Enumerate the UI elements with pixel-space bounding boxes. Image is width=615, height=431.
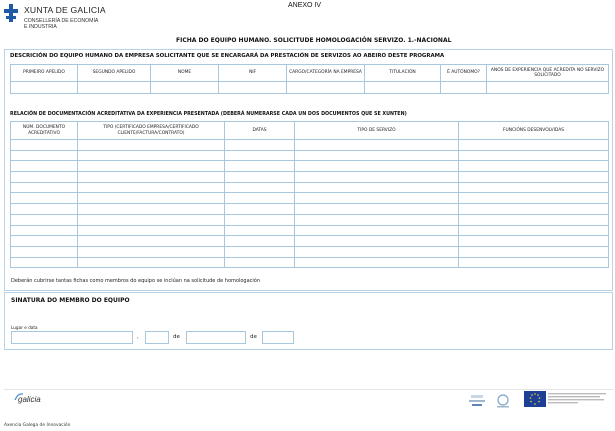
docs-entry-cell[interactable] — [78, 182, 225, 193]
team-entry-row[interactable] — [11, 82, 609, 94]
org-name: XUNTA DE GALICIA — [24, 5, 106, 15]
docs-entry-cell[interactable] — [78, 236, 225, 247]
docs-entry-cell[interactable] — [225, 236, 295, 247]
docs-entry-row[interactable] — [11, 236, 609, 247]
docs-entry-cell[interactable] — [295, 161, 459, 172]
cell-position[interactable] — [287, 82, 365, 94]
docs-header-row — [11, 122, 609, 140]
col-years-experience: ANOS DE EXPERIENCIA QUE ACREDITA NO SERVIZO SOLICITADO — [487, 65, 609, 82]
docs-entry-cell[interactable] — [295, 204, 459, 215]
docs-entry-cell[interactable] — [459, 246, 609, 257]
cell-first-surname[interactable] — [11, 82, 78, 94]
docs-entry-cell[interactable] — [11, 172, 78, 183]
docs-entry-cell[interactable] — [11, 140, 78, 151]
col-degree: TITULACIÓN — [365, 65, 441, 82]
annex-label: ANEXO IV — [288, 2, 322, 9]
docs-entry-cell[interactable] — [11, 225, 78, 236]
docs-entry-row[interactable] — [11, 172, 609, 183]
de-separator-1: de — [173, 334, 180, 340]
docs-entry-cell[interactable] — [78, 150, 225, 161]
cell-years-experience[interactable] — [487, 82, 609, 94]
team-header-row — [11, 65, 609, 82]
docs-entry-cell[interactable] — [295, 193, 459, 204]
col-doc-number: NÚM. DOCUMENTO ACREDITATIVO — [11, 122, 78, 140]
docs-entry-cell[interactable] — [295, 257, 459, 268]
docs-entry-cell[interactable] — [295, 246, 459, 257]
docs-entry-row[interactable] — [11, 161, 609, 172]
signature-panel — [4, 292, 613, 350]
docs-entry-cell[interactable] — [295, 182, 459, 193]
col-position: CARGO/CATEGORÍA NA EMPRESA — [287, 65, 365, 82]
docs-section-title: RELACIÓN DE DOCUMENTACIÓN ACREDITATIVA DA EXPERIENCIA PRESENTADA (DEBERÁ NUMERARSE CADA UN DOS DOCUMENTOS QUE SE XUNTEN) — [10, 112, 407, 117]
eu-flag-icon — [524, 391, 546, 407]
docs-entry-cell[interactable] — [225, 140, 295, 151]
docs-entry-cell[interactable] — [295, 140, 459, 151]
docs-entry-cell[interactable] — [11, 246, 78, 257]
docs-entry-cell[interactable] — [295, 225, 459, 236]
partner-logo-icon — [494, 393, 512, 409]
col-doc-type: TIPO (CERTIFICADO EMPRESA/CERTIFICADO CLIENTE/FACTURA/CONTRATO) — [78, 122, 225, 140]
docs-entry-cell[interactable] — [295, 150, 459, 161]
docs-entry-cell[interactable] — [225, 172, 295, 183]
col-first-surname: PRIMEIRO APELIDO — [11, 65, 78, 82]
docs-entry-cell[interactable] — [459, 214, 609, 225]
docs-entry-row[interactable] — [11, 140, 609, 151]
docs-entry-cell[interactable] — [225, 225, 295, 236]
docs-entry-cell[interactable] — [78, 204, 225, 215]
docs-entry-cell[interactable] — [459, 140, 609, 151]
docs-entry-row[interactable] — [11, 225, 609, 236]
docs-entry-cell[interactable] — [225, 193, 295, 204]
docs-entry-cell[interactable] — [295, 172, 459, 183]
docs-entry-cell[interactable] — [78, 225, 225, 236]
docs-entry-cell[interactable] — [78, 140, 225, 151]
docs-table — [10, 121, 609, 268]
team-section-title: DESCRICIÓN DO EQUIPO HUMANO DA EMPRESA SOLICITANTE QUE SE ENCARGARÁ DA PRESTACIÓN DE SERVIZOS AO ABEIRO DESTE PROGRAMA — [10, 53, 445, 59]
cell-degree[interactable] — [365, 82, 441, 94]
docs-entry-cell[interactable] — [225, 161, 295, 172]
col-name: NOME — [151, 65, 219, 82]
docs-entry-row[interactable] — [11, 257, 609, 268]
docs-entry-cell[interactable] — [225, 150, 295, 161]
docs-entry-cell[interactable] — [225, 257, 295, 268]
eu-funding-text-icon — [548, 392, 610, 408]
year-field[interactable] — [262, 331, 294, 344]
docs-table-body — [11, 140, 609, 268]
docs-entry-cell[interactable] — [225, 204, 295, 215]
docs-entry-cell[interactable] — [11, 257, 78, 268]
docs-entry-cell[interactable] — [78, 193, 225, 204]
docs-entry-cell[interactable] — [11, 161, 78, 172]
docs-entry-cell[interactable] — [295, 214, 459, 225]
cell-second-surname[interactable] — [78, 82, 151, 94]
docs-entry-cell[interactable] — [459, 193, 609, 204]
docs-entry-cell[interactable] — [11, 182, 78, 193]
docs-entry-cell[interactable] — [11, 193, 78, 204]
docs-entry-row[interactable] — [11, 182, 609, 193]
docs-entry-cell[interactable] — [225, 246, 295, 257]
docs-entry-cell[interactable] — [459, 150, 609, 161]
page-title: FICHA DO EQUIPO HUMANO. SOLICITUDE HOMOLOGACIÓN SERVIZO. 1.-NACIONAL — [176, 37, 452, 44]
docs-entry-cell[interactable] — [225, 214, 295, 225]
docs-entry-cell[interactable] — [11, 204, 78, 215]
docs-entry-row[interactable] — [11, 193, 609, 204]
col-self-employed: É AUTÓNOMO? — [441, 65, 487, 82]
cell-self-employed[interactable] — [441, 82, 487, 94]
docs-entry-row[interactable] — [11, 214, 609, 225]
docs-entry-cell[interactable] — [78, 257, 225, 268]
footer-divider — [4, 389, 613, 390]
team-table — [10, 64, 609, 94]
department-line-2: E INDUSTRIA — [24, 24, 57, 31]
docs-entry-cell[interactable] — [459, 161, 609, 172]
docs-entry-cell[interactable] — [459, 257, 609, 268]
docs-entry-cell[interactable] — [295, 236, 459, 247]
docs-entry-cell[interactable] — [78, 161, 225, 172]
day-field[interactable] — [145, 331, 169, 344]
docs-entry-row[interactable] — [11, 204, 609, 215]
docs-entry-cell[interactable] — [459, 225, 609, 236]
docs-entry-cell[interactable] — [11, 150, 78, 161]
team-panel — [4, 49, 613, 291]
col-functions: FUNCIÓNS DESENVOLVIDAS — [459, 122, 609, 140]
galicia-logo: galicia — [18, 395, 41, 404]
docs-entry-cell[interactable] — [459, 182, 609, 193]
docs-entry-cell[interactable] — [11, 236, 78, 247]
docs-entry-cell[interactable] — [78, 172, 225, 183]
cell-name[interactable] — [151, 82, 219, 94]
col-second-surname: SEGUNDO APELIDO — [78, 65, 151, 82]
footer-address: Axencia Galega de Innovación — [4, 423, 71, 428]
place-date-label: Lugar e data — [11, 325, 38, 330]
signature-title: SINATURA DO MEMBRO DO EQUIPO — [11, 297, 130, 304]
month-field[interactable] — [186, 331, 246, 344]
department-line-1: CONSELLERÍA DE ECONOMÍA — [24, 18, 99, 24]
place-field[interactable] — [11, 331, 133, 344]
docs-entry-cell[interactable] — [459, 236, 609, 247]
de-separator-2: de — [250, 334, 257, 340]
xunta-cross-icon — [4, 4, 18, 22]
docs-entry-cell[interactable] — [78, 214, 225, 225]
department — [24, 18, 98, 31]
docs-entry-cell[interactable] — [11, 214, 78, 225]
docs-entry-cell[interactable] — [459, 172, 609, 183]
coverage-note: Deberán cubrirse tantas fichas como membros do equipo se inclúan na solicitude de homologación — [11, 278, 261, 284]
innovation-agency-logo-icon — [467, 393, 487, 409]
xunta-logo — [4, 4, 134, 36]
cell-nif[interactable] — [219, 82, 287, 94]
comma-separator: , — [137, 334, 139, 340]
docs-entry-cell[interactable] — [225, 182, 295, 193]
col-nif: NIF — [219, 65, 287, 82]
docs-entry-cell[interactable] — [78, 246, 225, 257]
docs-entry-cell[interactable] — [459, 204, 609, 215]
col-service-type: TIPO DE SERVIZO — [295, 122, 459, 140]
docs-entry-row[interactable] — [11, 150, 609, 161]
docs-entry-row[interactable] — [11, 246, 609, 257]
col-dates: DATAS — [225, 122, 295, 140]
